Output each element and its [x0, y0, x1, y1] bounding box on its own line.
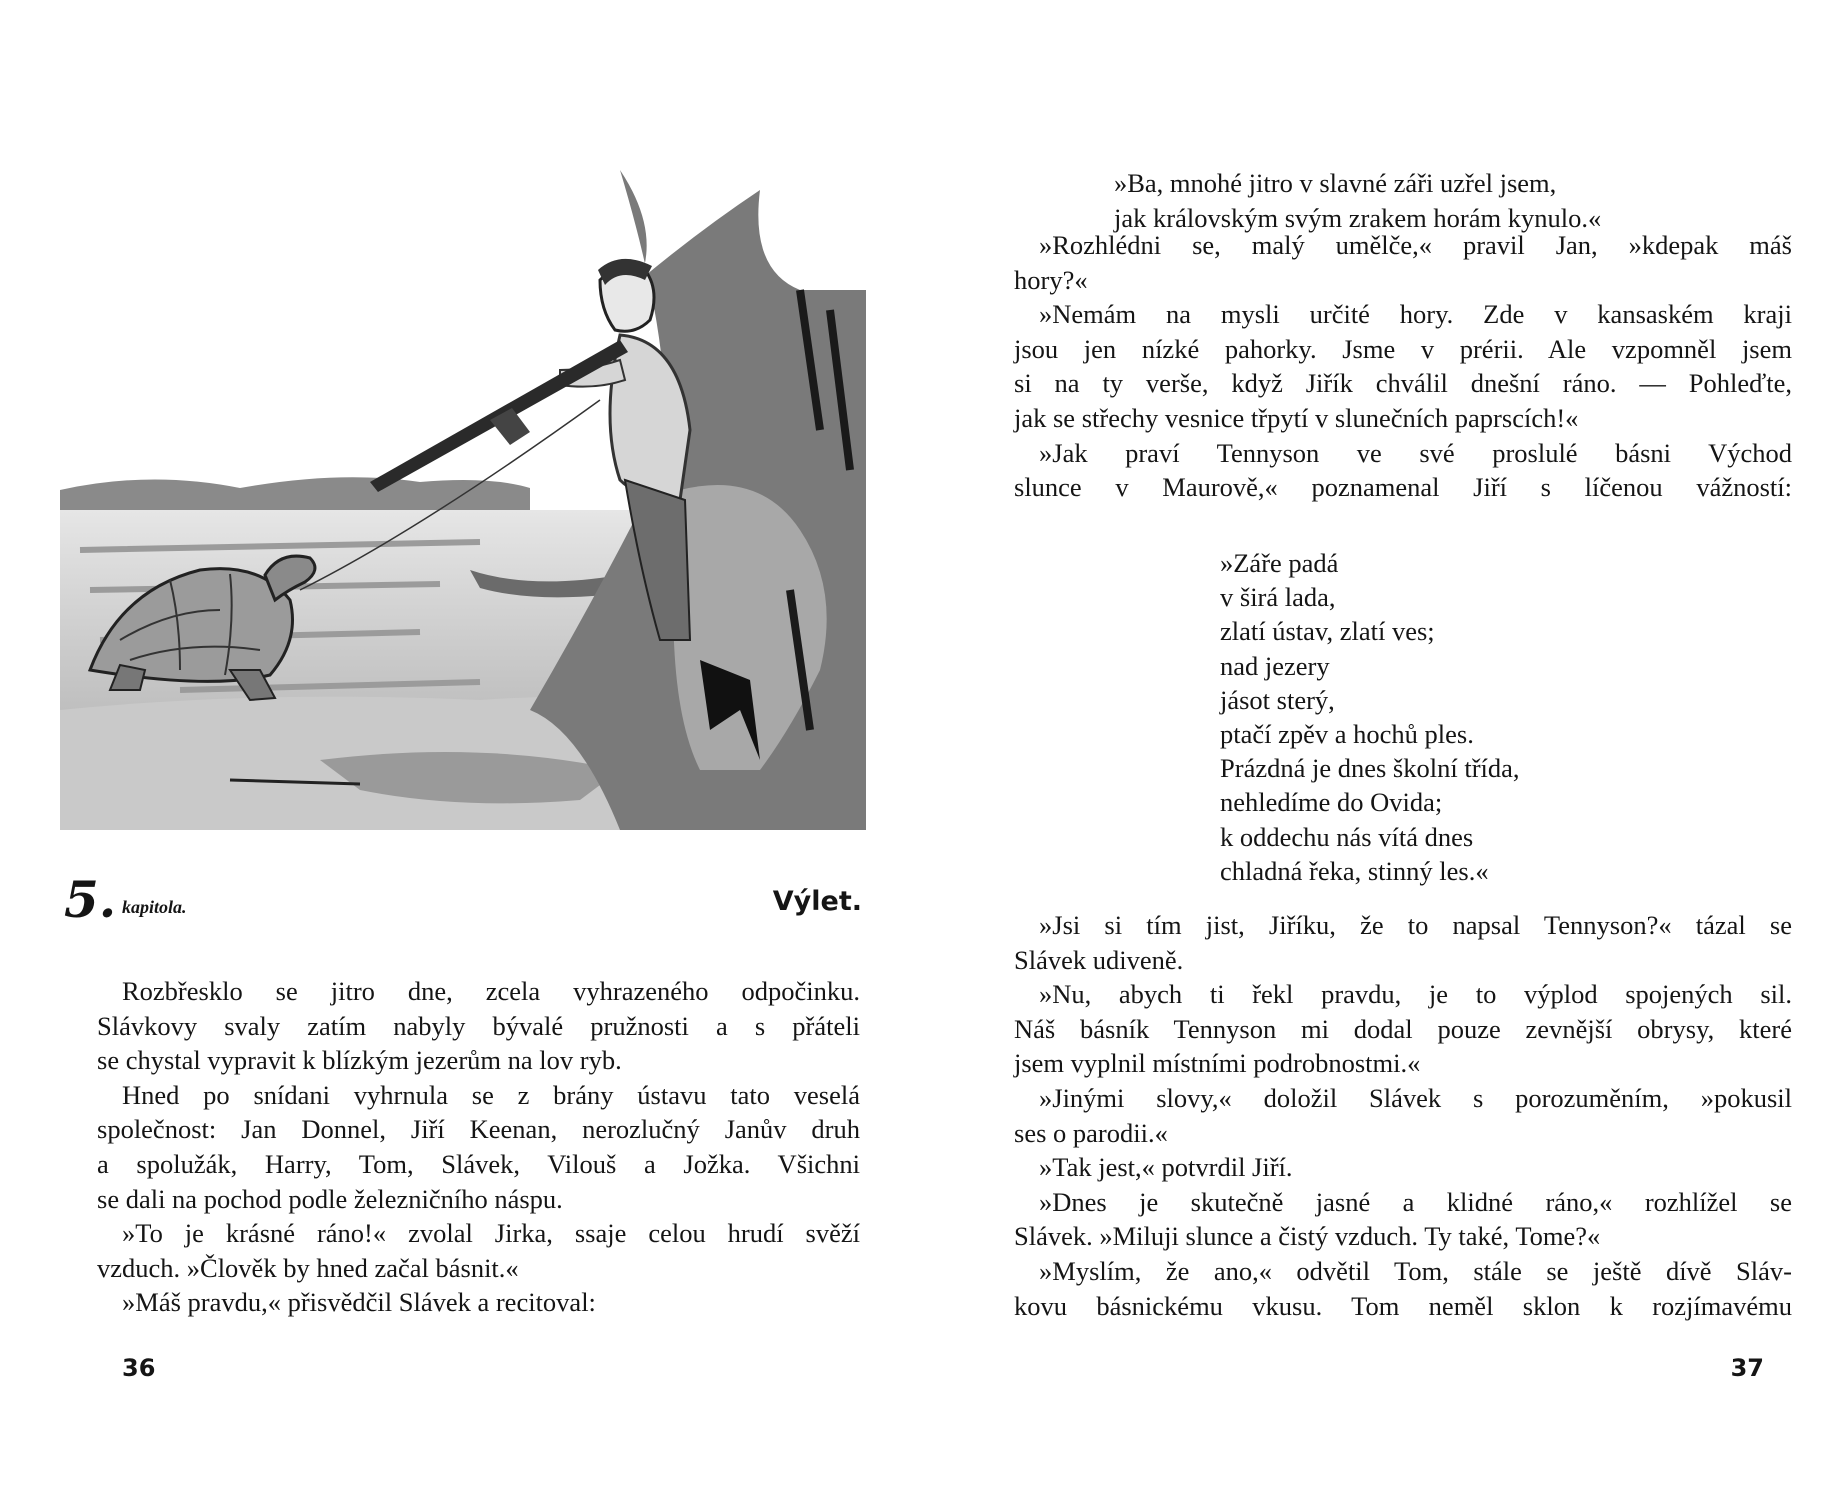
poem-line: nehledíme do Ovida; — [1220, 787, 1443, 818]
chapter-title: Výlet. — [772, 886, 862, 917]
text-line: společnost: Jan Donnel, Jiří Keenan, nerozlučný Janův druh — [97, 1114, 860, 1145]
text-line: si na ty verše, když Jiřík chválil dnešní ráno. — Pohleďte, — [1014, 368, 1792, 399]
poem-line: v širá lada, — [1220, 582, 1336, 613]
text-line: Náš básník Tennyson mi dodal pouze zevnější obrysy, které — [1014, 1013, 1792, 1044]
poem-line: Prázdná je dnes školní třída, — [1220, 753, 1520, 784]
text-line: Slávek udiveně. — [1014, 944, 1184, 975]
text-line: kovu básnickému vkusu. Tom neměl sklon k rozjímavému — [1014, 1290, 1792, 1321]
text-line: »Jinými slovy,« doložil Slávek s porozuměním, »pokusil — [1039, 1082, 1792, 1113]
text-line: se chystal vypravit k blízkým jezerům na lov ryb. — [97, 1045, 622, 1076]
page-number: 37 — [1730, 1354, 1764, 1382]
chapter-heading — [64, 868, 862, 932]
text-line: »Jsi si tím jist, Jiříku, že to napsal Tennyson?« tázal se — [1039, 910, 1792, 940]
text-line: a spolužák, Harry, Tom, Slávek, Vilouš a Jožka. Všichni — [97, 1148, 860, 1179]
text-line: Slávek. »Miluji slunce a čistý vzduch. Ty také, Tome?« — [1014, 1221, 1601, 1252]
text-line: hory?« — [1014, 264, 1088, 295]
text-line: vzduch. »Člověk by hned začal básnit.« — [97, 1252, 519, 1283]
text-line: jsou jen nízké pahorky. Jsme v prérii. Ale vzpomněl jsem — [1014, 333, 1792, 364]
text-line: »Rozhlédni se, malý umělče,« pravil Jan, »kdepak máš — [1039, 230, 1792, 260]
text-line: »Nu, abych ti řekl pravdu, je to výplod spojených sil. — [1039, 979, 1792, 1010]
left-body-text — [97, 974, 860, 1320]
text-line: jak se střechy vesnice třpytí v slunečních paprscích!« — [1014, 402, 1579, 433]
text-line: se dali na pochod podle železničního náspu. — [97, 1183, 563, 1214]
right-page — [914, 0, 1828, 1500]
verse-line: jak královským svým zrakem horám kynulo.« — [1114, 202, 1602, 233]
epigraph-verse — [1114, 166, 1601, 235]
text-line: jsem vyplnil místními podrobnostmi.« — [1014, 1048, 1421, 1079]
illustration-boy-with-rifle-and-turtle — [60, 170, 866, 830]
text-line: Slávkovy svaly zatím nabyly bývalé pružnosti a s přáteli — [97, 1010, 860, 1041]
text-line: »Tak jest,« potvrdil Jiří. — [1039, 1152, 1293, 1183]
poem-line: nad jezery — [1220, 650, 1330, 681]
text-line: »Máš pravdu,« přisvědčil Slávek a recitoval: — [122, 1287, 596, 1318]
text-line: slunce v Maurově,« poznamenal Jiří s líčenou vážností: — [1014, 472, 1792, 503]
poem-line: zlatí ústav, zlatí ves; — [1220, 616, 1435, 647]
chapter-number: 5. — [64, 870, 117, 929]
text-line: »Nemám na mysli určité hory. Zde v kansaském kraji — [1039, 299, 1792, 330]
verse-line: »Ba, mnohé jitro v slavné záři uzřel jsem, — [1114, 168, 1557, 198]
poem-line: ptačí zpěv a hochů ples. — [1220, 718, 1474, 749]
text-line: »To je krásné ráno!« zvolal Jirka, ssaje celou hrudí svěží — [122, 1218, 860, 1249]
text-line: »Myslím, že ano,« odvětil Tom, stále se ještě dívě Sláv- — [1039, 1255, 1792, 1286]
text-line: »Dnes je skutečně jasné a klidné ráno,« rozhlížel se — [1039, 1186, 1792, 1217]
illustration-svg — [60, 170, 866, 830]
poem-line: k oddechu nás vítá dnes — [1220, 821, 1474, 852]
text-line: ses o parodii.« — [1014, 1117, 1168, 1148]
poem-line: jásot sterý, — [1220, 684, 1335, 715]
chapter-label: kapitola. — [122, 897, 187, 917]
text-line: »Jak praví Tennyson ve své proslulé básni Východ — [1039, 437, 1792, 468]
right-body-text-top — [1014, 228, 1792, 505]
text-line: Rozbřesklo se jitro dne, zcela vyhrazeného odpočinku. — [122, 976, 860, 1006]
right-body-text-bottom — [1014, 908, 1792, 1323]
poem-line: chladná řeka, stinný les.« — [1220, 855, 1489, 886]
page-number: 36 — [122, 1354, 156, 1382]
poem — [1220, 546, 1520, 888]
poem-line: »Záře padá — [1220, 548, 1339, 578]
text-line: Hned po snídani vyhrnula se z brány ústavu tato veselá — [122, 1079, 860, 1110]
